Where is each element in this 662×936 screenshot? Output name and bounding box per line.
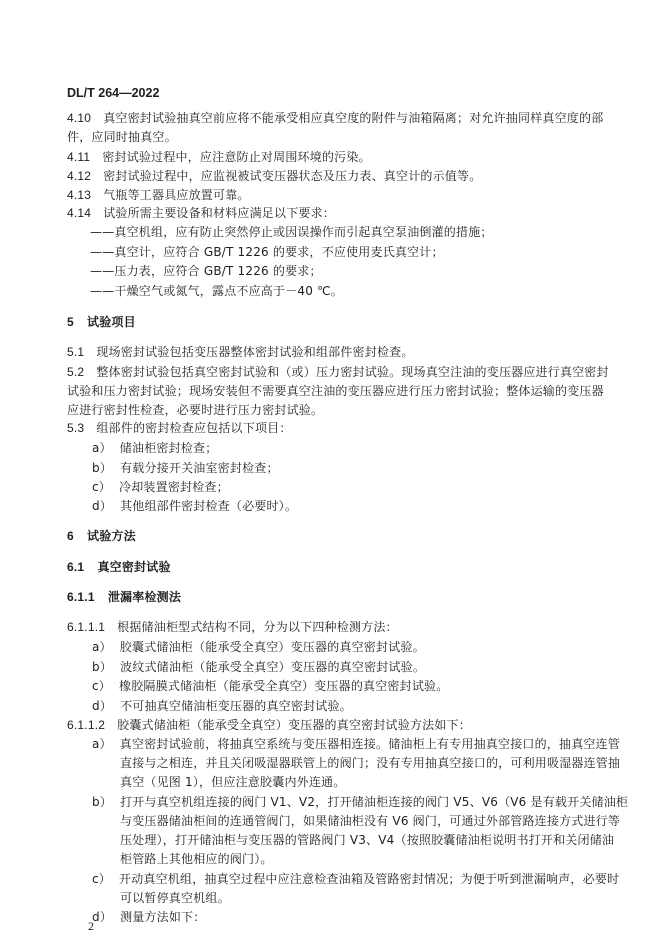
list-text: 其他组部件密封检查（必要时）。: [120, 499, 298, 513]
dash-item: ——压力表，应符合 GB/T 1226 的要求；: [90, 264, 322, 278]
clause-number: 4.10: [67, 111, 92, 125]
clause-number: 5.1: [67, 345, 85, 359]
section-heading: [67, 315, 136, 330]
standard-code: DL/T 264—2022: [67, 86, 160, 100]
list-marker: a）: [92, 640, 112, 654]
clause-number: 5.2: [67, 365, 85, 379]
list-text: 冷却装置密封检查；: [119, 480, 229, 494]
section-title: 试验项目: [87, 315, 136, 329]
section-number: 6: [67, 529, 74, 543]
subsection-heading: [67, 560, 171, 575]
clause-text: 真空密封试验抽真空前应将不能承受相应真空度的附件与油箱隔离；对允许抽同样真空度的部: [103, 111, 604, 125]
list-marker: a）: [92, 441, 112, 455]
clause-text: 气瓶等工器具应放置可靠。: [103, 188, 250, 202]
clause-number: 5.3: [67, 421, 85, 435]
list-item: [92, 461, 279, 476]
list-marker: d）: [92, 910, 113, 924]
clause-text: 整体密封试验包括真空密封试验和（或）压力密封试验。现场真空注油的变压器应进行真空密封: [96, 365, 609, 379]
clause-line: [67, 365, 609, 380]
section-heading: [67, 529, 136, 544]
clause-continuation: 应进行密封性检查，必要时进行压力密封试验。: [67, 403, 324, 417]
list-item: [92, 699, 352, 714]
dash-item: ——真空计，应符合 GB/T 1226 的要求，不应使用麦氏真空计；: [90, 245, 444, 259]
dash-item: ——真空机组，应有防止突然停止或因误操作而引起真空泵油倒灌的措施；: [90, 225, 493, 239]
list-marker: c）: [92, 480, 111, 494]
clause-line: [67, 718, 471, 733]
list-marker: b）: [92, 660, 113, 674]
list-item: [92, 441, 217, 456]
clause-continuation: 件，应同时抽真空。: [67, 130, 177, 144]
clause-text: 密封试验过程中，应监视被试变压器状态及压力表、真空计的示值等。: [103, 169, 482, 183]
clause-number: 4.13: [67, 188, 92, 202]
clause-line: [67, 206, 335, 221]
section-title: 试验方法: [87, 529, 136, 543]
list-text: 储油柜密封检查；: [119, 441, 218, 455]
section-number: 5: [67, 315, 74, 329]
list-marker: b）: [92, 795, 113, 809]
clause-line: [67, 150, 371, 165]
subsection-title: 泄漏率检测法: [107, 590, 182, 604]
subsection-title: 真空密封试验: [97, 560, 171, 574]
list-text: 胶囊式储油柜（能承受全真空）变压器的真空密封试验。: [119, 640, 425, 654]
list-marker: a）: [92, 737, 112, 751]
clause-text: 胶囊式储油柜（能承受全真空）变压器的真空密封试验方法如下：: [117, 718, 471, 732]
clause-text: 试验所需主要设备和材料应满足以下要求：: [103, 206, 336, 220]
clause-line: [67, 188, 250, 203]
list-item: [92, 660, 425, 675]
clause-number: 4.12: [67, 169, 92, 183]
clause-text: 根据储油柜型式结构不同，分为以下四种检测方法：: [117, 620, 398, 634]
page-number: 2: [88, 919, 95, 933]
clause-number: 6.1.1.1: [67, 620, 106, 634]
subsection-heading: [67, 590, 181, 605]
subsection-number: 6.1: [67, 560, 85, 574]
clause-continuation: 试验和压力密封试验；现场安装但不需要真空注油的变压器应进行压力密封试验；整体运输的变压器: [67, 384, 604, 398]
list-marker: c）: [92, 872, 111, 886]
list-text: 橡胶隔膜式储油柜（能承受全真空）变压器的真空密封试验。: [119, 679, 449, 693]
clause-number: 4.11: [67, 150, 91, 164]
clause-line: [67, 620, 398, 635]
dash-item: ——干燥空气或氮气，露点不应高于－40 ℃。: [90, 284, 343, 298]
list-item: [92, 679, 448, 694]
clause-text: 现场密封试验包括变压器整体密封试验和组部件密封检查。: [96, 345, 414, 359]
list-marker: d）: [92, 699, 113, 713]
subsection-number: 6.1.1: [67, 590, 95, 604]
list-text: 测量方法如下：: [120, 910, 206, 924]
list-text: 真空密封试验前，将抽真空系统与变压器相连接。储油柜上有专用抽真空接口的，抽真空连管: [119, 737, 621, 751]
clause-line: [67, 169, 481, 184]
list-item: [92, 499, 297, 514]
list-continuation: 真空（见图 1），但应注意胶囊内外连通。: [120, 775, 346, 789]
list-continuation: 压处理），打开储油柜与变压器的管路阀门 V3、V4（按照胶囊储油柜说明书打开和关闭储油: [120, 833, 615, 847]
list-item: [92, 737, 620, 752]
clause-text: 组部件的密封检查应包括以下项目：: [96, 421, 292, 435]
list-item: [92, 872, 619, 887]
clause-number: 4.14: [67, 206, 92, 220]
list-text: 打开与真空机组连接的阀门 V1、V2，打开储油柜连接的阀门 V5、V6（V6 是有载开关储油柜: [120, 795, 629, 809]
list-continuation: 直接与之相连，并且关闭吸湿器联管上的阀门；没有专用抽真空接口的，可利用吸湿器连管抽: [120, 756, 621, 770]
list-text: 开动真空机组，抽真空过程中应注意检查油箱及管路密封情况；为便于听到泄漏响声，必要时: [119, 872, 620, 886]
list-text: 不可抽真空储油柜变压器的真空密封试验。: [120, 699, 352, 713]
clause-text: 密封试验过程中，应注意防止对周围环境的污染。: [102, 150, 371, 164]
clause-number: 6.1.1.2: [67, 718, 106, 732]
list-item: [92, 640, 425, 655]
list-item: [92, 480, 229, 495]
list-marker: d）: [92, 499, 113, 513]
list-text: 有载分接开关油室密封检查；: [120, 461, 279, 475]
list-marker: c）: [92, 679, 111, 693]
clause-line: [67, 421, 292, 436]
list-item: [92, 910, 205, 925]
clause-line: [67, 111, 603, 126]
list-item: [92, 795, 628, 810]
list-marker: b）: [92, 461, 113, 475]
list-text: 波纹式储油柜（能承受全真空）变压器的真空密封试验。: [120, 660, 426, 674]
list-continuation: 柜管路上其他相应的阀门）。: [120, 852, 273, 866]
clause-line: [67, 345, 414, 360]
list-continuation: 可以暂停真空机组。: [120, 891, 230, 905]
list-continuation: 与变压器储油柜间的连通管阀门，如果储油柜没有 V6 阀门，可通过外部管路连接方式进行等: [120, 814, 621, 828]
